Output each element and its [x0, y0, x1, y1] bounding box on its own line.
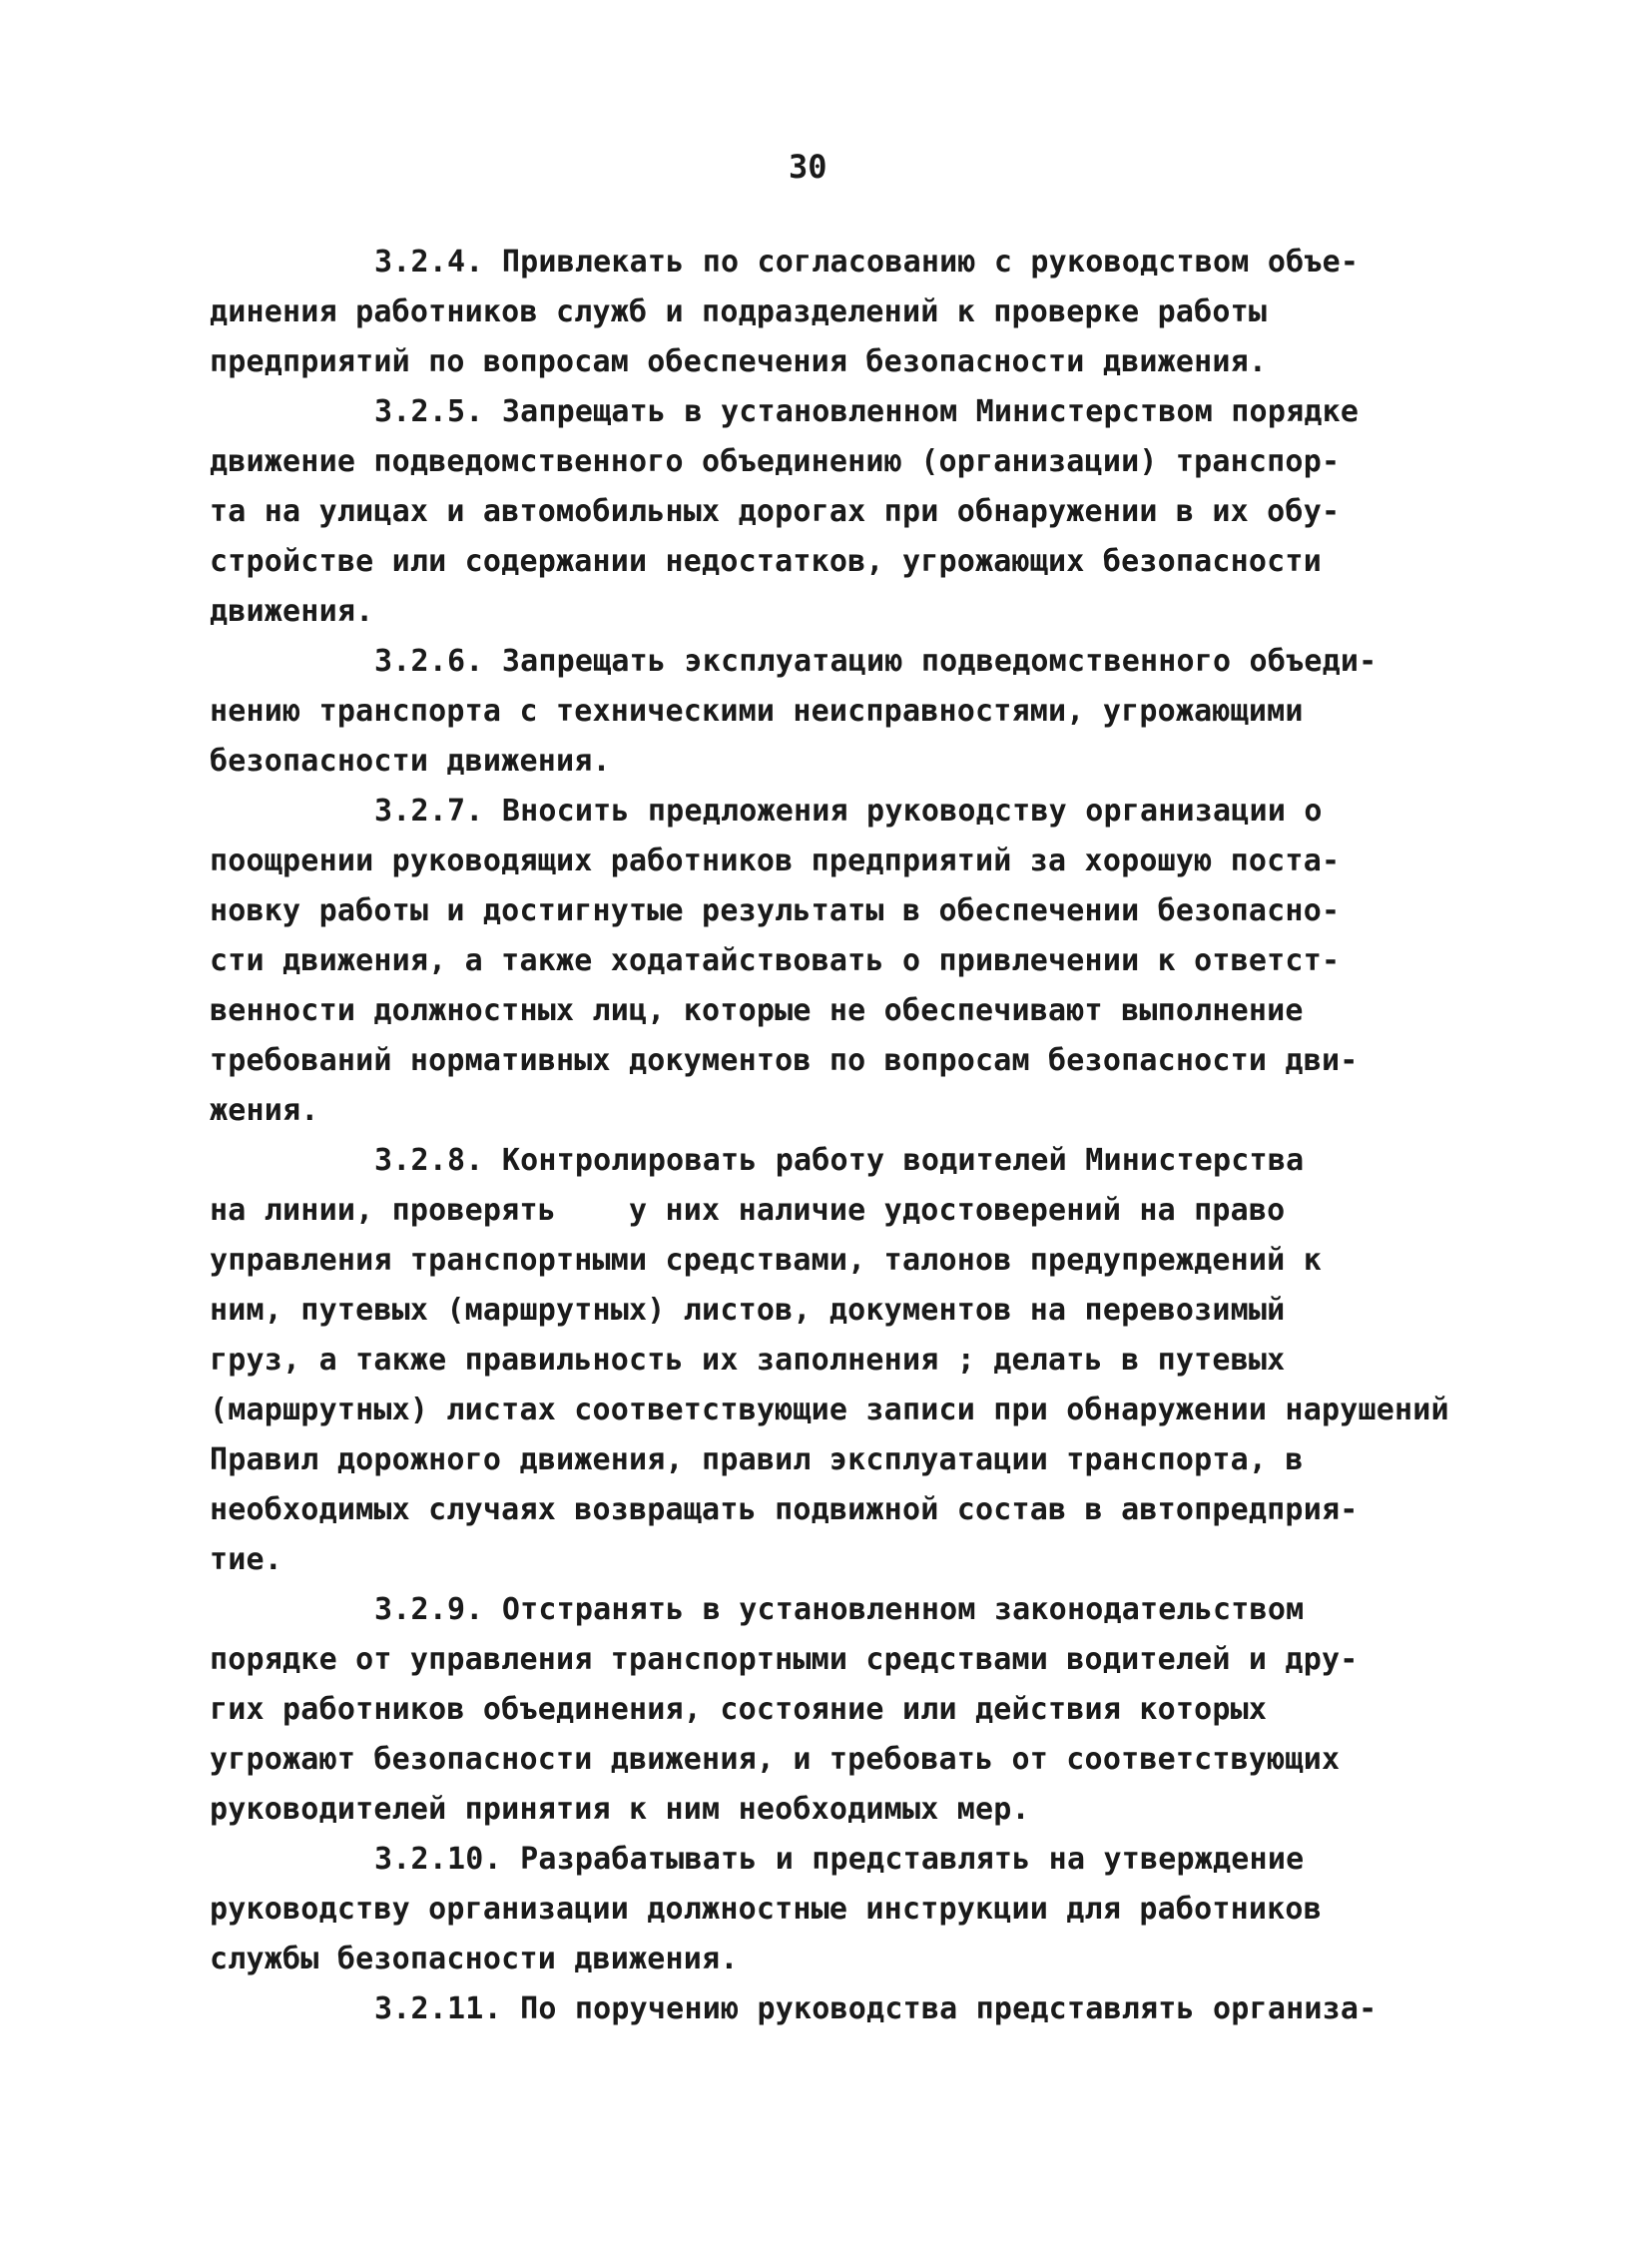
paragraph-3-2-7-line: новку работы и достигнутые результаты в обеспечении безопасно-: [210, 893, 1341, 928]
paragraph-3-2-9-line: угрожают безопасности движения, и требовать от соответствующих: [210, 1742, 1341, 1777]
paragraph-3-2-8-line: ним, путевых (маршрутных) листов, документов на перевозимый: [210, 1293, 1286, 1328]
paragraph-3-2-8-line: (маршрутных) листах соответствующие записи при обнаружении нарушений: [210, 1393, 1449, 1427]
paragraph-3-2-7-line: требований нормативных документов по вопросам безопасности дви-: [210, 1043, 1359, 1078]
paragraph-3-2-4-line: 3.2.4. Привлекать по согласованию с руководством объе-: [374, 245, 1360, 280]
paragraph-3-2-8-line: на линии, проверять у них наличие удостоверений на право: [210, 1193, 1286, 1228]
paragraph-3-2-4-line: предприятий по вопросам обеспечения безопасности движения.: [210, 344, 1268, 379]
paragraph-3-2-9-line: порядке от управления транспортными средствами водителей и дру-: [210, 1642, 1359, 1677]
paragraph-3-2-4-line: динения работников служб и подразделений к проверке работы: [210, 294, 1268, 329]
paragraph-3-2-7-line: венности должностных лиц, которые не обеспечивают выполнение: [210, 993, 1304, 1028]
paragraph-3-2-7-line: жения.: [210, 1093, 319, 1128]
paragraph-3-2-9-line: гих работников объединения, состояние или действия которых: [210, 1692, 1268, 1727]
paragraph-3-2-7-line: поощрении руководящих работников предприятий за хорошую поста-: [210, 843, 1341, 878]
paragraph-3-2-5-line: движение подведомственного объединению (организации) транспор-: [210, 444, 1341, 479]
paragraph-3-2-10-line: 3.2.10. Разрабатывать и представлять на утверждение: [374, 1842, 1305, 1877]
paragraph-3-2-6-line: 3.2.6. Запрещать эксплуатацию подведомственного объеди-: [374, 644, 1377, 679]
paragraph-3-2-8-line: тие.: [210, 1542, 283, 1577]
paragraph-3-2-8-line: необходимых случаях возвращать подвижной состав в автопредприя-: [210, 1492, 1359, 1527]
paragraph-3-2-8-line: управления транспортными средствами, талонов предупреждений к: [210, 1243, 1322, 1278]
document-body: [210, 238, 1567, 2034]
paragraph-3-2-6-line: безопасности движения.: [210, 744, 611, 779]
page-number: 30: [789, 148, 827, 186]
paragraph-3-2-7-line: сти движения, а также ходатайствовать о привлечении к ответст-: [210, 943, 1341, 978]
paragraph-3-2-6-line: нению транспорта с техническими неисправностями, угрожающими: [210, 694, 1304, 729]
paragraph-3-2-11-line: 3.2.11. По поручению руководства представлять организа-: [374, 1991, 1377, 2026]
paragraph-3-2-9-line: 3.2.9. Отстранять в установленном законодательством: [374, 1592, 1305, 1627]
paragraph-3-2-8-line: Правил дорожного движения, правил эксплуатации транспорта, в: [210, 1442, 1304, 1477]
paragraph-3-2-8-line: 3.2.8. Контролировать работу водителей Министерства: [374, 1143, 1305, 1178]
paragraph-3-2-5-line: 3.2.5. Запрещать в установленном Министерством порядке: [374, 394, 1360, 429]
paragraph-3-2-10-line: службы безопасности движения.: [210, 1942, 739, 1976]
paragraph-3-2-10-line: руководству организации должностные инструкции для работников: [210, 1892, 1322, 1927]
paragraph-3-2-8-line: груз, а также правильность их заполнения ; делать в путевых: [210, 1343, 1286, 1378]
paragraph-3-2-9-line: руководителей принятия к ним необходимых мер.: [210, 1792, 1030, 1827]
paragraph-3-2-5-line: стройстве или содержании недостатков, угрожающих безопасности: [210, 544, 1322, 579]
paragraph-3-2-7-line: 3.2.7. Вносить предложения руководству организации о: [374, 794, 1323, 829]
paragraph-3-2-5-line: та на улицах и автомобильных дорогах при обнаружении в их обу-: [210, 494, 1341, 529]
paragraph-3-2-5-line: движения.: [210, 594, 374, 629]
